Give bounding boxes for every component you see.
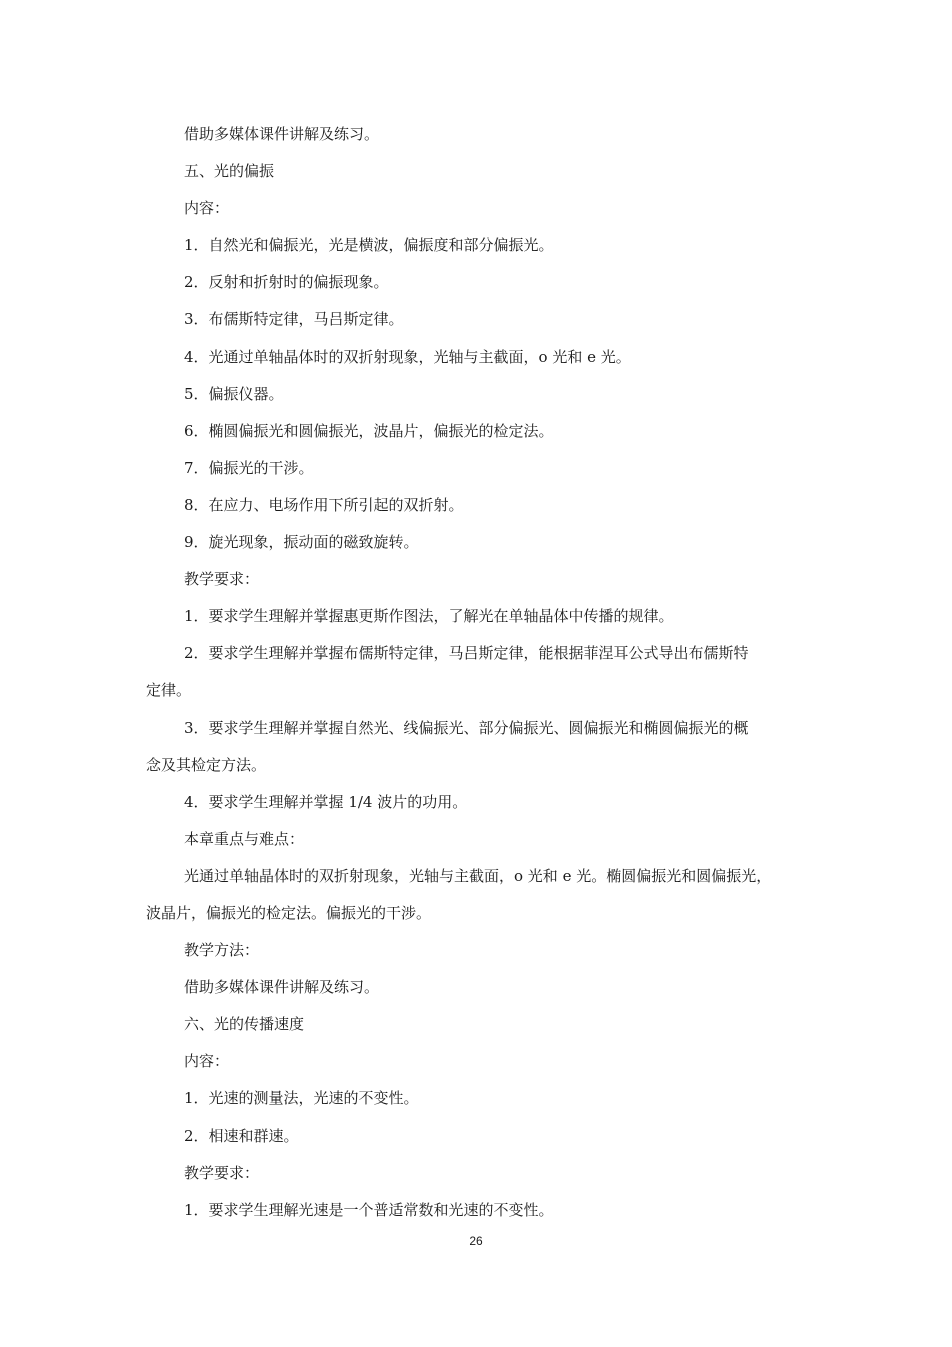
section-label: 教学方法： [184, 941, 260, 960]
list-item: 4．要求学生理解并掌握 1/4 波片的功用。 [184, 792, 468, 811]
section-label: 内容： [184, 199, 230, 218]
list-item: 1．要求学生理解光速是一个普适常数和光速的不变性。 [184, 1200, 554, 1219]
section-heading: 六、光的传播速度 [184, 1015, 305, 1034]
section-label: 教学要求： [184, 1163, 260, 1182]
list-item: 1．自然光和偏振光，光是横波，偏振度和部分偏振光。 [184, 236, 554, 255]
list-item: 2．相速和群速。 [184, 1126, 299, 1145]
section-label: 本章重点与难点： [184, 829, 305, 848]
page-body [146, 116, 818, 1229]
list-item: 5．偏振仪器。 [184, 384, 284, 403]
list-item: 2．要求学生理解并掌握布儒斯特定律，马吕斯定律，能根据菲涅耳公式导出布儒斯特 [184, 644, 749, 663]
paragraph-line: 借助多媒体课件讲解及练习。 [184, 125, 380, 143]
list-item: 7．偏振光的干涉。 [184, 458, 314, 477]
paragraph-line: 借助多媒体课件讲解及练习。 [184, 978, 380, 997]
list-item: 8．在应力、电场作用下所引起的双折射。 [184, 495, 464, 514]
page-number: 26 [469, 1234, 483, 1248]
paragraph-line: 光通过单轴晶体时的双折射现象，光轴与主截面，o 光和 e 光。椭圆偏振光和圆偏振光， [184, 866, 772, 885]
list-item-continuation: 定律。 [146, 681, 192, 700]
section-label: 内容： [184, 1052, 230, 1071]
list-item-continuation: 念及其检定方法。 [146, 755, 267, 774]
list-item: 4．光通过单轴晶体时的双折射现象，光轴与主截面，o 光和 e 光。 [184, 347, 631, 366]
section-heading: 五、光的偏振 [184, 162, 275, 181]
list-item: 1．要求学生理解并掌握惠更斯作图法，了解光在单轴晶体中传播的规律。 [184, 607, 674, 626]
list-item: 1．光速的测量法，光速的不变性。 [184, 1089, 419, 1108]
list-item: 2．反射和折射时的偏振现象。 [184, 273, 389, 292]
list-item: 3．要求学生理解并掌握自然光、线偏振光、部分偏振光、圆偏振光和椭圆偏振光的概 [184, 718, 749, 737]
list-item: 3．布儒斯特定律，马吕斯定律。 [184, 310, 404, 329]
list-item: 9．旋光现象，振动面的磁致旋转。 [184, 533, 419, 552]
list-item: 6．椭圆偏振光和圆偏振光，波晶片，偏振光的检定法。 [184, 421, 554, 440]
section-label: 教学要求： [184, 570, 260, 589]
paragraph-continuation: 波晶片，偏振光的检定法。偏振光的干涉。 [146, 903, 432, 922]
